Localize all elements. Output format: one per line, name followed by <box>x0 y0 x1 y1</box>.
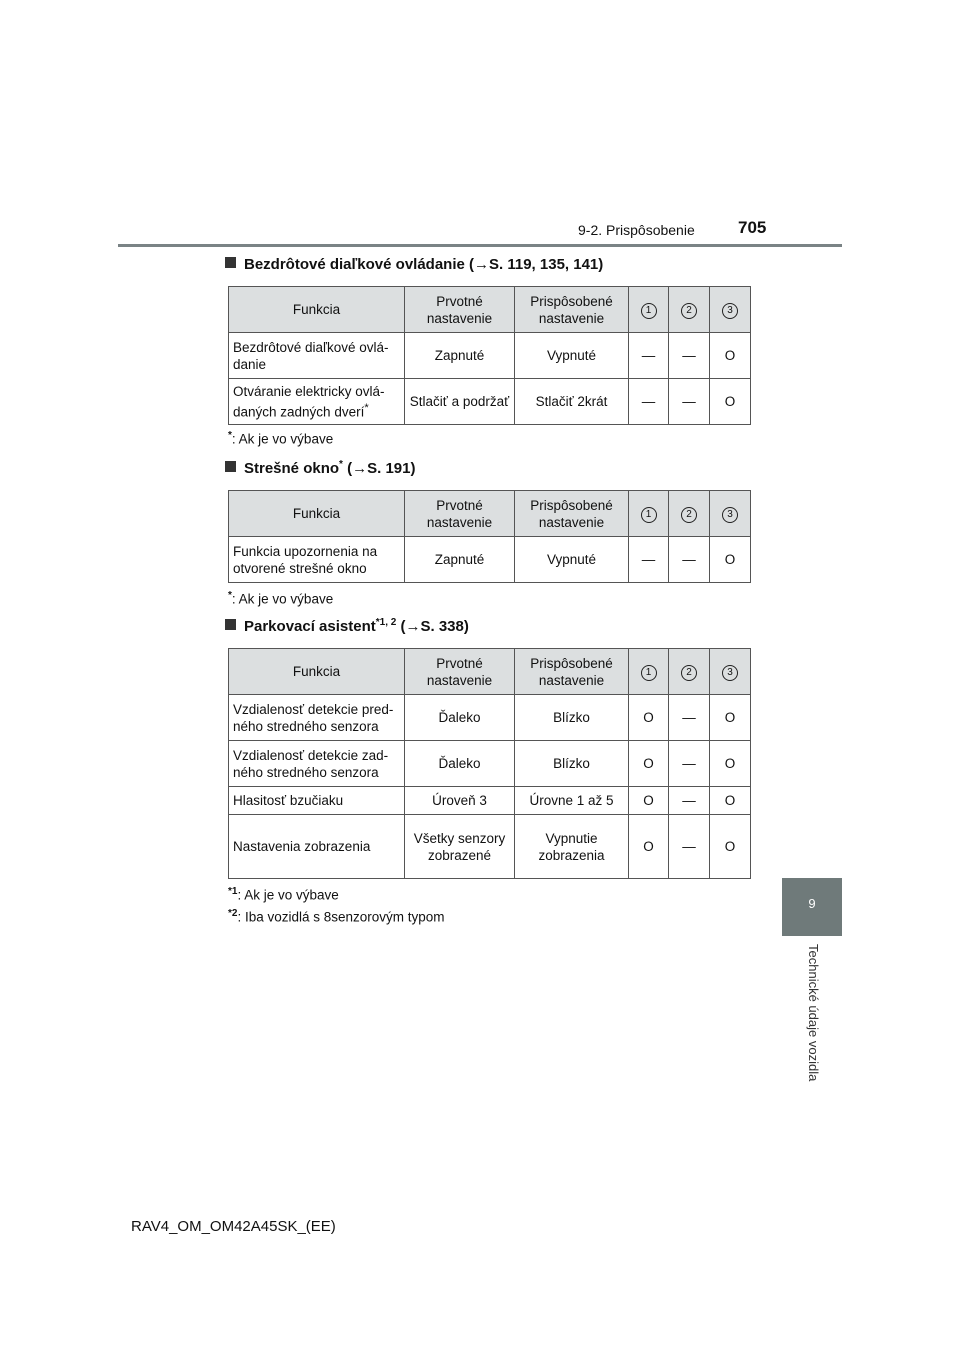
cell-custom: Vypnuté <box>515 333 629 379</box>
cell-custom: Vypnutie zobrazenia <box>515 815 629 879</box>
header-custom: Prispôsobené nastavenie <box>515 287 629 333</box>
cell-c3: O <box>710 815 751 879</box>
square-bullet-icon <box>225 257 236 268</box>
header-custom: Prispôsobené nastavenie <box>515 491 629 537</box>
cell-c3: O <box>710 379 751 425</box>
section-heading-wireless-remote: Bezdrôtové diaľkové ovládanie (→S. 119, 135, 141) <box>225 256 603 273</box>
page-number: 705 <box>738 218 767 237</box>
table-header-row <box>229 491 751 537</box>
section-heading-sunroof: Strešné okno* (→S. 191) <box>225 459 415 477</box>
header-default: Prvotné nastavenie <box>405 287 515 333</box>
footnote: $^{*1}$: Ak je vo výbave <box>228 886 339 903</box>
cell-custom: Blízko <box>515 741 629 787</box>
cell-c3: O <box>710 537 751 583</box>
circle-3-icon: 3 <box>722 303 738 319</box>
chapter-number: 9 <box>808 896 816 911</box>
header-function: Funkcia <box>229 649 405 695</box>
section-title: 9-2. Prispôsobenie <box>578 222 695 238</box>
footnote: *: Ak je vo výbave <box>228 590 334 607</box>
cell-default: Úroveň 3 <box>405 787 515 815</box>
header-default: Prvotné nastavenie <box>405 649 515 695</box>
cell-c2: — <box>669 741 710 787</box>
circle-1-icon: 1 <box>641 665 657 681</box>
table-row <box>229 815 751 879</box>
header-custom: Prispôsobené nastavenie <box>515 649 629 695</box>
cell-c1: — <box>629 333 669 379</box>
table-row <box>229 537 751 583</box>
cell-c1: O <box>629 695 669 741</box>
section-heading-parking-assist: Parkovací asistent$^{*1, 2}$ (→S. 338) <box>225 617 469 635</box>
table-row <box>229 695 751 741</box>
table-row <box>229 379 751 425</box>
cell-c1: — <box>629 379 669 425</box>
circle-1-icon: 1 <box>641 303 657 319</box>
cell-c2: — <box>669 333 710 379</box>
cell-c3: O <box>710 741 751 787</box>
header-function: Funkcia <box>229 491 405 537</box>
cell-default: Zapnuté <box>405 333 515 379</box>
cell-custom: Úrovne 1 až 5 <box>515 787 629 815</box>
cell-c1: O <box>629 787 669 815</box>
footnote: $^{*2}$: Iba vozidlá s 8senzorovým typom <box>228 908 445 925</box>
cell-custom: Blízko <box>515 695 629 741</box>
circle-2-icon: 2 <box>681 665 697 681</box>
cell-c2: — <box>669 787 710 815</box>
footnote-mark: * <box>364 401 369 414</box>
table-sunroof <box>228 490 751 583</box>
cell-function: Vzdialenosť detekcie pred-ného stredného senzora <box>229 695 405 741</box>
cell-function: Vzdialenosť detekcie zad-ného stredného senzora <box>229 741 405 787</box>
cell-c3: O <box>710 695 751 741</box>
table-row <box>229 741 751 787</box>
cell-c1: O <box>629 741 669 787</box>
table-wireless-remote <box>228 286 751 425</box>
table-row <box>229 333 751 379</box>
table-header-row <box>229 287 751 333</box>
header-default: Prvotné nastavenie <box>405 491 515 537</box>
cell-default: Stlačiť a podržať <box>405 379 515 425</box>
cell-function: Funkcia upozornenia na otvorené strešné okno <box>229 537 405 583</box>
cell-default: Ďaleko <box>405 695 515 741</box>
cell-c2: — <box>669 537 710 583</box>
cell-custom: Stlačiť 2krát <box>515 379 629 425</box>
cell-c2: — <box>669 379 710 425</box>
table-header-row <box>229 649 751 695</box>
cell-function: Hlasitosť bzučiaku <box>229 787 405 815</box>
cell-c3: O <box>710 333 751 379</box>
circle-1-icon: 1 <box>641 507 657 523</box>
cell-custom: Vypnuté <box>515 537 629 583</box>
square-bullet-icon <box>225 619 236 630</box>
cell-function: Bezdrôtové diaľkové ovlá-danie <box>229 333 405 379</box>
document-code: RAV4_OM_OM42A45SK_(EE) <box>131 1218 336 1235</box>
cell-function: Nastavenia zobrazenia <box>229 815 405 879</box>
footnote: *: Ak je vo výbave <box>228 430 334 447</box>
cell-c1: O <box>629 815 669 879</box>
cell-c2: — <box>669 815 710 879</box>
circle-2-icon: 2 <box>681 507 697 523</box>
cell-default: Ďaleko <box>405 741 515 787</box>
circle-2-icon: 2 <box>681 303 697 319</box>
cell-default: Všetky senzory zobrazené <box>405 815 515 879</box>
cell-default: Zapnuté <box>405 537 515 583</box>
table-parking-assist <box>228 648 751 879</box>
cell-c1: — <box>629 537 669 583</box>
square-bullet-icon <box>225 461 236 472</box>
table-row <box>229 787 751 815</box>
circle-3-icon: 3 <box>722 507 738 523</box>
chapter-tab <box>782 878 842 936</box>
cell-c2: — <box>669 695 710 741</box>
cell-function: Otváranie elektricky ovlá-daných zadných dverí* <box>229 379 405 425</box>
header-function: Funkcia <box>229 287 405 333</box>
circle-3-icon: 3 <box>722 665 738 681</box>
cell-c3: O <box>710 787 751 815</box>
chapter-label: Technické údaje vozidla <box>806 944 821 1082</box>
header-divider <box>118 244 842 247</box>
